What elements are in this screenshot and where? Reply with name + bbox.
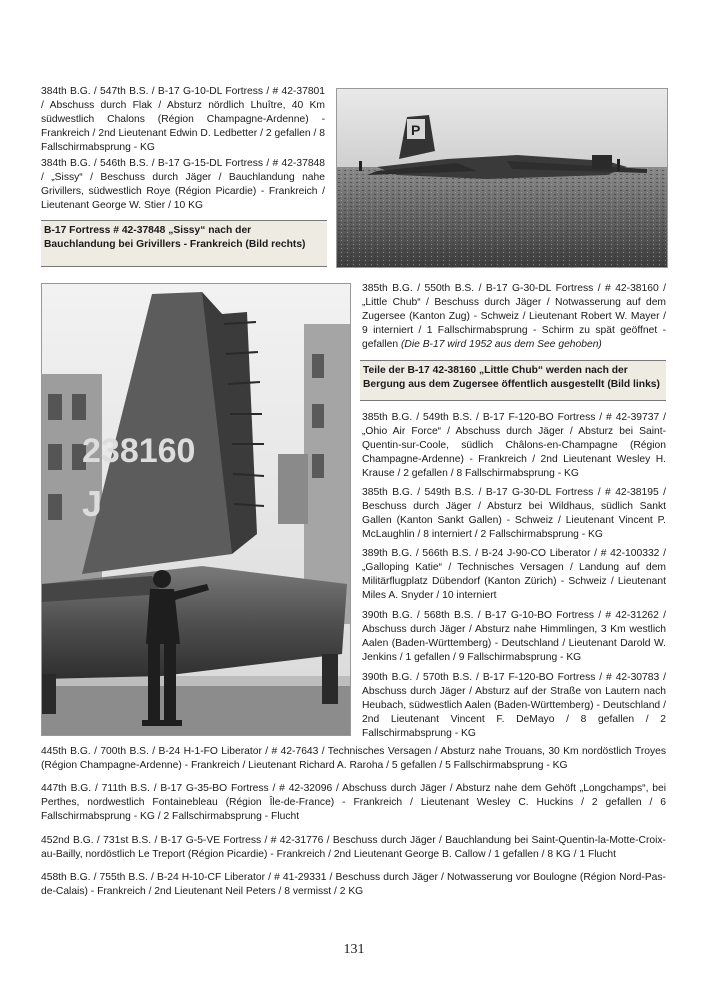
entry-42-37848: 384th B.G. / 546th B.S. / B-17 G-15-DL Fortress / # 42-37848 / „Sissy“ / Beschuss durch Jäger / Bauchlandung nahe Grivillers, südwestlich Roye (Région Picardie) - Frankreich / Lieutenant George W. Stier / 10 KG — [41, 158, 325, 211]
entry-42-38160-text: 385th B.G. / 550th B.S. / B-17 G-30-DL Fortress / # 42-38160 / „Little Chub“ / Beschuss durch Jäger / Notwasserung auf dem Zugersee (Kanton Zug) - Schweiz / Lieutenant Robert W. Mayer / 9 interniert / 1 Fallschirmabsprung - Schirm zu spät geöffnet - gefallen — [362, 283, 666, 350]
photo-little-chub-image — [42, 284, 350, 735]
entry-42-37801: 384th B.G. / 547th B.S. / B-17 G-10-DL Fortress / # 42-37801 / Abschuss durch Flak / Absturz nördlich Lhuître, 40 Km südwestlich Chalons (Région Champagne-Ardenne) - Frankreich / 2nd Lieutenant Edwin D. Ledbetter / 2 gefallen / 8 Fallschirmabsprung - KG — [41, 86, 325, 153]
photo-sissy-belly-landing — [336, 88, 668, 268]
caption-little-chub: Teile der B-17 42-38160 „Little Chub“ werden nach der Bergung aus dem Zugersee öffentlich ausgestellt (Bild links) — [360, 360, 666, 401]
entry-42-31262: 390th B.G. / 568th B.S. / B-17 G-10-BO Fortress / # 42-31262 / Abschuss durch Jäger / Absturz nahe Himmlingen, 3 Km westlich Aalen (Baden-Württemberg) - Deutschland / Lieutenant Darold W. Jenkins / 1 gefallen / 9 Fallschirmabsprung - KG — [362, 610, 666, 663]
entry-42-38195: 385th B.G. / 549th B.S. / B-17 G-30-DL Fortress / # 42-38195 / Beschuss durch Jäger / Absturz bei Wildhaus, südlich Sankt Gallen (Kanton Sankt Gallen) - Schweiz / Lieutenant Vincent P. McLaughlin / 8 interniert / 2 Fallschirmabsprung - KG — [362, 487, 666, 540]
entry-42-38160-note: (Die B-17 wird 1952 aus dem See gehoben) — [400, 339, 602, 350]
entry-42-100332: 389th B.G. / 566th B.S. / B-24 J-90-CO Liberator / # 42-100332 / „Galloping Katie“ / Technisches Versagen / Landung auf dem Militärflugplatz Dübendorf (Kanton Zürich) - Schweiz / Lieutenant Miles A. Snyder / 10 interniert — [362, 548, 666, 601]
entry-42-7643: 445th B.G. / 700th B.S. / B-24 H-1-FO Liberator / # 42-7643 / Technisches Versagen / Absturz nahe Trouans, 30 Km nordöstlich Troyes (Région Champagne-Ardenne) - Frankreich / Lieutenant Richard A. Raroha / 5 gefallen / 5 Fallschirmabsprung - KG — [41, 746, 666, 771]
photo-tail-letter: J — [82, 483, 103, 524]
page-number: 131 — [343, 942, 365, 957]
entry-41-29331: 458th B.G. / 755th B.S. / B-24 H-10-CF Liberator / # 41-29331 / Beschuss durch Jäger / Notwasserung vor Boulogne (Région Nord-Pas-de-Calais) - Frankreich / 2nd Lieutenant Neil Peters / 8 vermisst / 2 KG — [41, 872, 666, 897]
photo-little-chub-tail — [41, 283, 351, 736]
entry-42-39737: 385th B.G. / 549th B.S. / B-17 F-120-BO Fortress / # 42-39737 / „Ohio Air Force“ / Abschuss durch Jäger / Absturz bei Saint-Quentin-sur-Coole, südlich Châlons-en-Champagne (Région Champagne-Ardenne) - Frankreich / 2nd Lieutenant Wesley H. Krause / 2 gefallen / 8 Fallschirmabsprung - KG — [362, 412, 666, 479]
photo-tail-number: 238160 — [82, 432, 196, 470]
entry-42-31776: 452nd B.G. / 731st B.S. / B-17 G-5-VE Fortress / # 42-31776 / Beschuss durch Jäger / Bauchlandung bei Saint-Quentin-la-Motte-Croix-au-Bailly, nordöstlich Le Treport (Région Picardie) - Frankreich / 2nd Lieutenant George B. Callow / 1 gefallen / 8 KG / 1 Flucht — [41, 835, 666, 860]
svg-text:P: P — [411, 122, 421, 138]
entry-42-30783: 390th B.G. / 570th B.S. / B-17 F-120-BO Fortress / # 42-30783 / Abschuss durch Jäger / Absturz auf der Straße von Lautern nach Heubach, südwestlich Aalen (Baden-Württemberg) - Deutschland / 2nd Lieutenant Vincent F. DeMayo / 8 gefallen / 2 Fallschirmabsprung - KG — [362, 672, 666, 739]
entry-42-38160 — [362, 282, 666, 352]
photo-sissy-image — [337, 89, 667, 267]
entry-42-32096: 447th B.G. / 711th B.S. / B-17 G-35-BO Fortress / # 42-32096 / Abschuss durch Jäger / Absturz nahe dem Gehöft „Longchamps“, bei Perthes, nordwestlich Fontainebleau (Région Île-de-France) - Frankreich / Lieutenant Wesley C. Huckins / 2 gefallen / 6 Fallschirmabsprung - KG / 2 Fallschirmabsprung - Flucht — [41, 783, 666, 822]
caption-sissy: B-17 Fortress # 42-37848 „Sissy“ nach der Bauchlandung bei Grivillers - Frankreich (Bild rechts) — [41, 220, 327, 267]
